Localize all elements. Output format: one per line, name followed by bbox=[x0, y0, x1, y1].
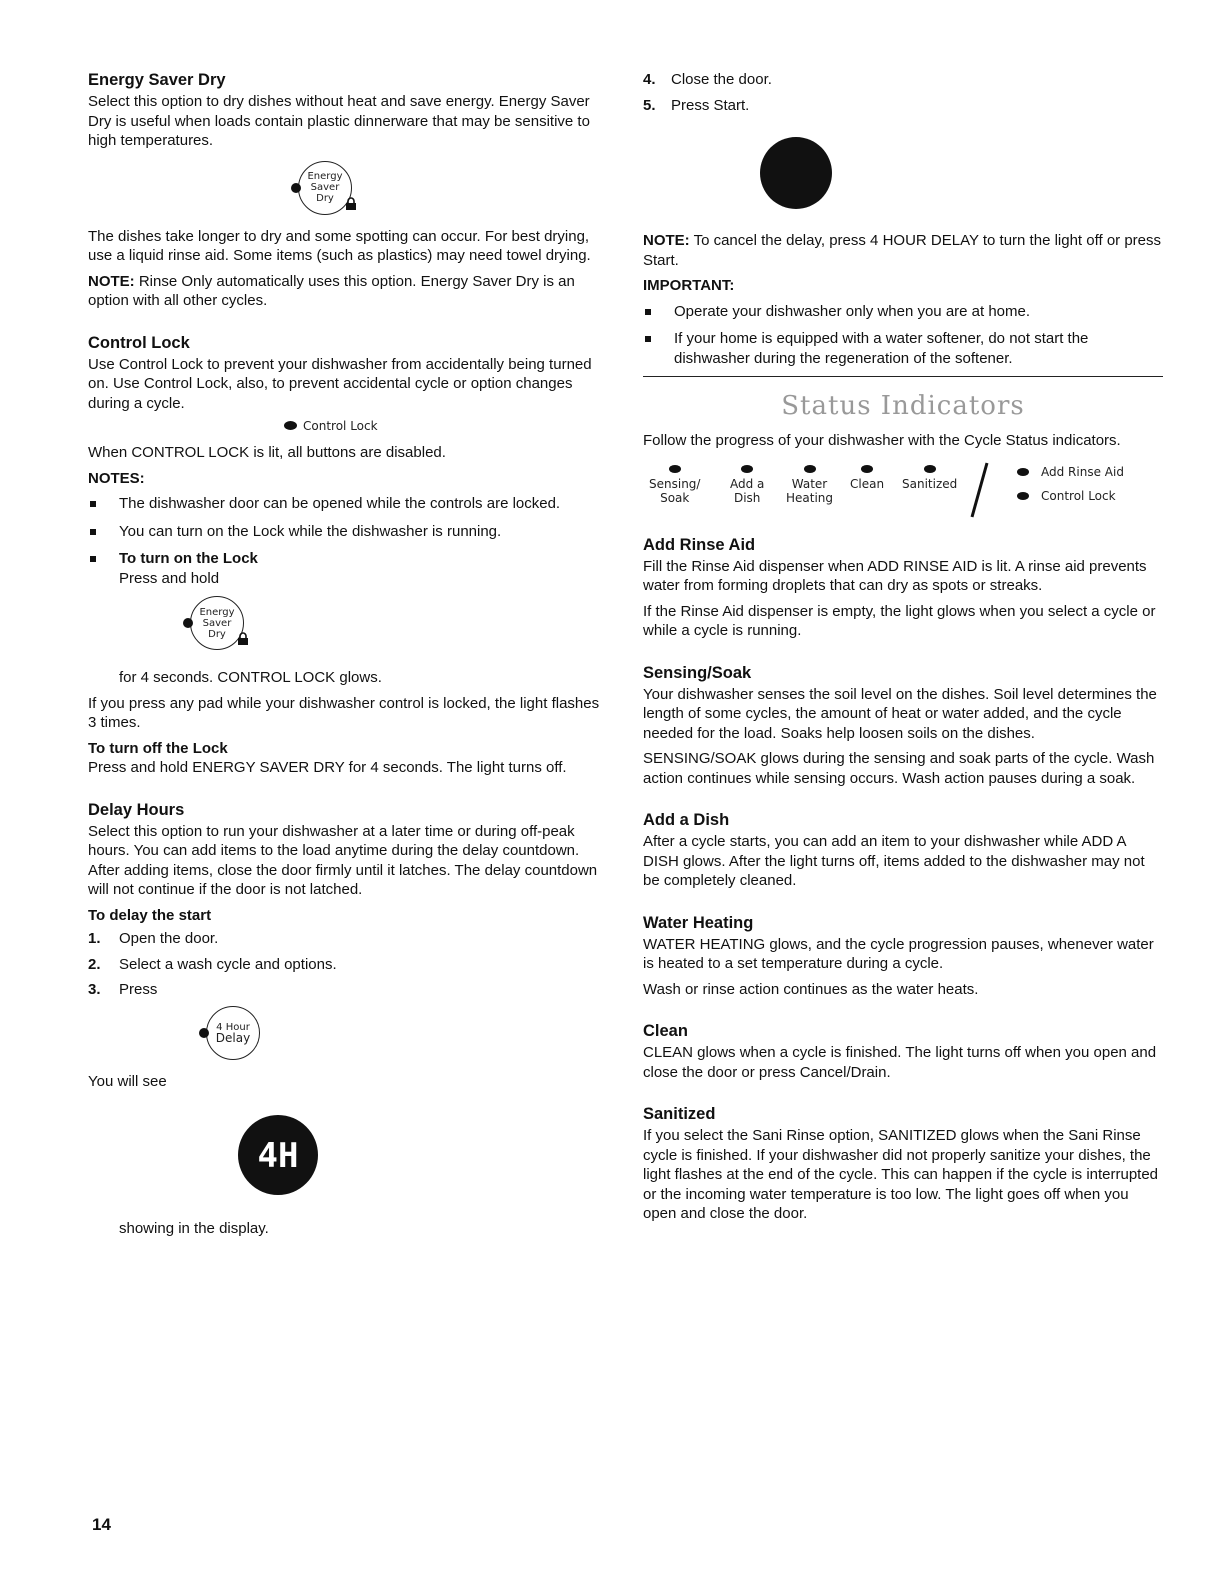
list-item: 2. Select a wash cycle and options. bbox=[88, 955, 337, 973]
left-column bbox=[88, 70, 608, 1245]
add-rinse-aid-text: If the Rinse Aid dispenser is empty, the light glows when you select a cycle or while a cycle is running. bbox=[643, 602, 1156, 639]
sanitized-heading: Sanitized bbox=[643, 1105, 716, 1123]
display-value: 4H bbox=[257, 1136, 299, 1176]
list-item: You can turn on the Lock while the dishwasher is running. bbox=[88, 522, 608, 542]
led-dot-icon bbox=[183, 618, 193, 628]
sanitized-text: If you select the Sani Rinse option, SANITIZED glows when the Sani Rinse cycle is finished. If your dishwasher did not properly sanitize your dishes, the light flashes at the end of the cycle. This can happen if the cycle is interrupted or the incoming water temperature is too low. The light goes off when you open and close the door. bbox=[643, 1127, 1159, 1222]
divider-slash-icon bbox=[969, 461, 989, 519]
indicator-clean: Clean bbox=[850, 465, 884, 491]
energy-saver-dry-note: NOTE: Rinse Only automatically uses this option. Energy Saver Dry is an option with all other cycles. bbox=[88, 272, 575, 309]
important-list bbox=[643, 302, 1163, 369]
delay-hours-heading: Delay Hours bbox=[88, 800, 185, 819]
display-icon bbox=[228, 1105, 328, 1205]
delay-hours-intro: Select this option to run your dishwasher at a later time or during off-peak hours. You can add items to the load anytime during the delay countdown. After adding items, close the door firmly until it latches. The delay countdown will not continue if the door is not latched. bbox=[88, 822, 598, 898]
important-label: IMPORTANT: bbox=[643, 277, 735, 294]
indicator-water-heating: Water Heating bbox=[786, 465, 833, 505]
led-dot-icon bbox=[1017, 468, 1029, 476]
control-lock-if-press: If you press any pad while your dishwasher control is locked, the light flashes 3 times. bbox=[88, 694, 600, 731]
list-item: 5. Press Start. bbox=[643, 96, 750, 114]
control-lock-when-lit: When CONTROL LOCK is lit, all buttons are disabled. bbox=[88, 444, 446, 461]
sensing-soak-heading: Sensing/Soak bbox=[643, 663, 752, 682]
list-item: 3. Press bbox=[88, 981, 158, 998]
lock-icon bbox=[346, 197, 356, 210]
sensing-soak-text: Your dishwasher senses the soil level on the dishes. Soil level determines the length of some cycles, the amount of heat or water added, and the cycle needed for the load. Soaks help loosen soils on the dishes. bbox=[643, 685, 1157, 742]
control-lock-button-figure: Energy Saver Dry bbox=[88, 596, 608, 668]
indicator-sanitized: Sanitized bbox=[902, 465, 957, 491]
water-heating-heading: Water Heating bbox=[643, 913, 754, 932]
clean-text: CLEAN glows when a cycle is finished. The light turns off when you open and close the door or press Cancel/Drain. bbox=[643, 1044, 1157, 1081]
four-hour-delay-button-figure: 4 Hour Delay bbox=[88, 1006, 608, 1072]
indicator-add-a-dish: Add a Dish bbox=[730, 465, 764, 505]
delay-steps bbox=[88, 929, 608, 1000]
led-dot-icon bbox=[1017, 492, 1029, 500]
control-lock-heading: Control Lock bbox=[88, 333, 190, 352]
energy-saver-dry-body: The dishes take longer to dry and some spotting can occur. For best drying, use a liquid rinse aid. Some items (such as plastics) may need towel drying. bbox=[88, 227, 591, 264]
control-lock-for-seconds: for 4 seconds. CONTROL LOCK glows. bbox=[119, 669, 382, 686]
indicator-sensing-soak: Sensing/ Soak bbox=[649, 465, 700, 505]
list-item: The dishwasher door can be opened while the controls are locked. bbox=[88, 494, 608, 514]
list-item: If your home is equipped with a water softener, do not start the dishwasher during the regeneration of the softener. bbox=[643, 329, 1163, 368]
led-dot-icon bbox=[924, 465, 936, 473]
showing-in-display: showing in the display. bbox=[119, 1220, 269, 1237]
led-dot-icon bbox=[291, 183, 301, 193]
page-number: 14 bbox=[92, 1515, 111, 1534]
status-intro: Follow the progress of your dishwasher with the Cycle Status indicators. bbox=[643, 432, 1121, 449]
clean-heading: Clean bbox=[643, 1022, 688, 1040]
energy-saver-dry-heading: Energy Saver Dry bbox=[88, 71, 226, 89]
indicator-control-lock: Control Lock bbox=[1017, 489, 1116, 503]
status-indicators-title: Status Indicators bbox=[781, 391, 1025, 421]
list-item: 1. Open the door. bbox=[88, 930, 219, 947]
water-heating-text: WATER HEATING glows, and the cycle progression pauses, whenever water is heated to a set temperature during a cycle. bbox=[643, 935, 1154, 972]
indicator-add-rinse-aid: Add Rinse Aid bbox=[1017, 465, 1124, 479]
led-dot-icon bbox=[669, 465, 681, 473]
add-a-dish-heading: Add a Dish bbox=[643, 811, 730, 829]
lock-icon bbox=[238, 632, 248, 645]
start-button-icon bbox=[760, 137, 832, 209]
control-lock-intro: Use Control Lock to prevent your dishwasher from accidentally being turned on. Use Control Lock, also, to prevent accidental cycle or option changes during a cycle. bbox=[88, 355, 592, 412]
turn-off-lock-label: To turn off the Lock bbox=[88, 739, 228, 757]
add-a-dish-text: After a cycle starts, you can add an item to your dishwasher while ADD A DISH glows. After the light turns off, items added to the dishwasher may not be completely cleaned. bbox=[643, 833, 1145, 889]
energy-saver-dry-button-figure: Energy Saver Dry bbox=[88, 157, 608, 227]
delay-display-figure bbox=[228, 1105, 328, 1205]
water-heating-text: Wash or rinse action continues as the water heats. bbox=[643, 980, 979, 998]
led-dot-icon bbox=[284, 421, 297, 430]
led-dot-icon bbox=[199, 1028, 209, 1038]
delay-steps-continued bbox=[643, 70, 1163, 115]
control-lock-indicator: Control Lock bbox=[88, 419, 608, 433]
list-item: To turn on the Lock Press and hold bbox=[88, 549, 608, 588]
control-lock-notes bbox=[88, 494, 608, 588]
to-delay-start-label: To delay the start bbox=[88, 906, 212, 924]
sensing-soak-text: SENSING/SOAK glows during the sensing and soak parts of the cycle. Wash action continues while sensing occurs. Wash action pauses during a soak. bbox=[643, 750, 1155, 787]
section-divider bbox=[643, 376, 1163, 377]
energy-saver-dry-intro: Select this option to dry dishes without heat and save energy. Energy Saver Dry is useful when loads contain plastic dinnerware that may be sensitive to high temperatures. bbox=[88, 93, 590, 149]
notes-label: NOTES: bbox=[88, 469, 145, 487]
add-rinse-aid-heading: Add Rinse Aid bbox=[643, 535, 756, 554]
delay-note: NOTE: To cancel the delay, press 4 HOUR DELAY to turn the light off or press Start. bbox=[643, 232, 1162, 269]
cycle-status-indicators bbox=[643, 461, 1163, 531]
led-dot-icon bbox=[861, 465, 873, 473]
add-rinse-aid-text: Fill the Rinse Aid dispenser when ADD RINSE AID is lit. A rinse aid prevents water from forming droplets that can dry as spots or streaks. bbox=[643, 557, 1147, 594]
led-dot-icon bbox=[804, 465, 816, 473]
you-will-see: You will see bbox=[88, 1072, 167, 1090]
turn-off-lock-text: Press and hold ENERGY SAVER DRY for 4 seconds. The light turns off. bbox=[88, 759, 567, 776]
right-column bbox=[643, 70, 1163, 1230]
list-item: 4. Close the door. bbox=[643, 71, 772, 88]
list-item: Operate your dishwasher only when you are at home. bbox=[643, 302, 1163, 322]
led-dot-icon bbox=[741, 465, 753, 473]
